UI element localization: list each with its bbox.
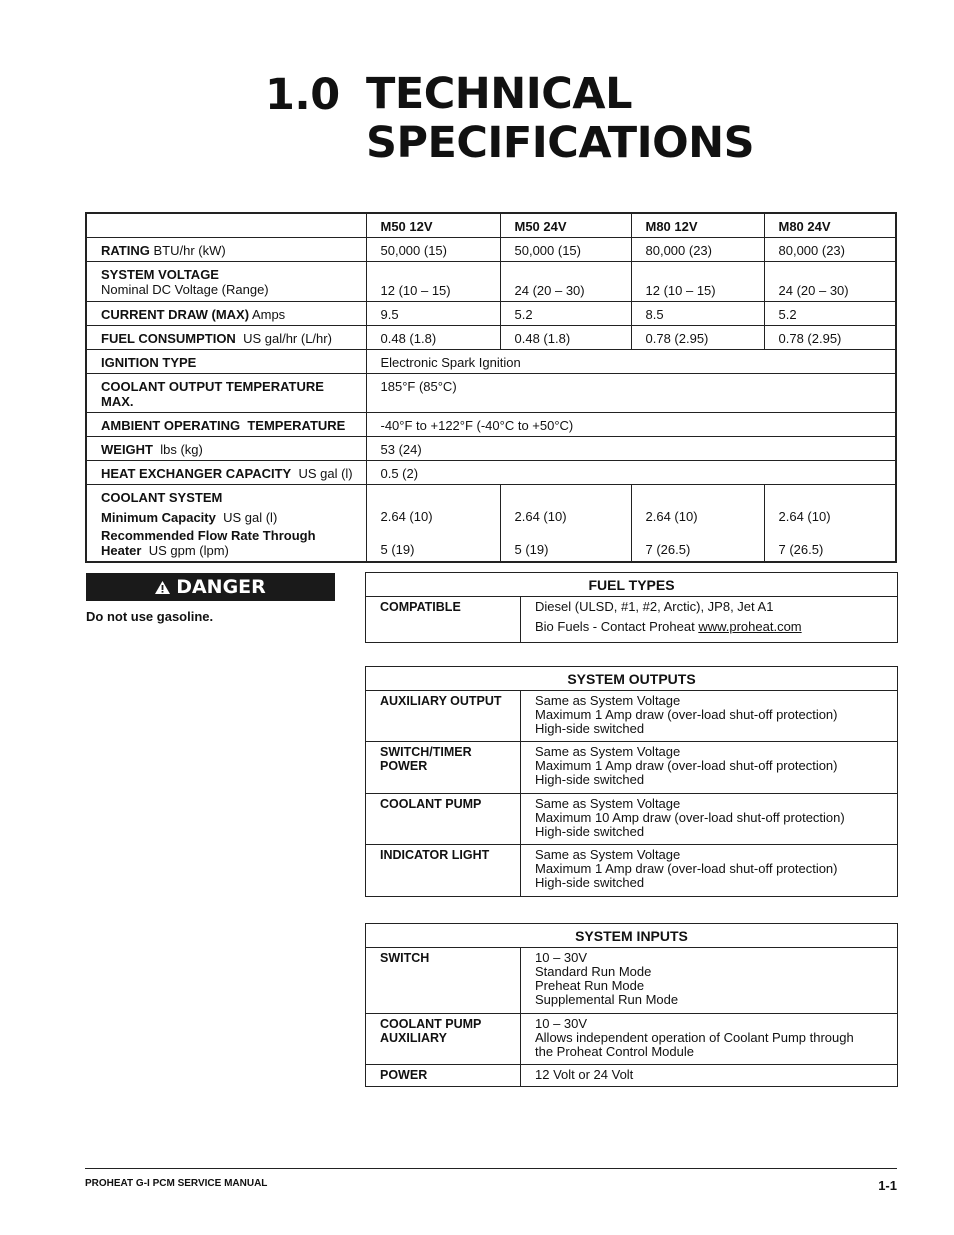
row-current-draw: CURRENT DRAW (MAX) Amps 9.5 5.2 8.5 5.2 xyxy=(86,302,896,326)
system-inputs-table xyxy=(365,923,898,1087)
row-fuel-consumption: FUEL CONSUMPTION US gal/hr (L/hr) 0.48 (1.8) 0.48 (1.8) 0.78 (2.95) 0.78 (2.95) xyxy=(86,326,896,350)
row-coolant-pump: COOLANT PUMP Same as System Voltage Maximum 10 Amp draw (over-load shut-off protection) High-side switched xyxy=(366,794,898,845)
voltage-unit: Nominal DC Voltage (Range) xyxy=(101,282,269,297)
row-compatible: COMPATIBLE Diesel (ULSD, #1, #2, Arctic), JP8, Jet A1 Bio Fuels - Contact Proheat www.proheat.com xyxy=(366,597,898,643)
danger-banner xyxy=(86,573,335,601)
title-line-1: TECHNICAL xyxy=(366,69,632,119)
row-rating: RATING BTU/hr (kW) 50,000 (15) 50,000 (15) 80,000 (23) 80,000 (23) xyxy=(86,238,896,262)
footer-manual-title: PROHEAT G-I PCM SERVICE MANUAL xyxy=(85,1178,268,1189)
fuel-types-title: FUEL TYPES xyxy=(366,573,898,597)
col-m50-24v: M50 24V xyxy=(500,213,631,238)
specifications-table xyxy=(85,212,897,563)
title-line-2: SPECIFICATIONS xyxy=(366,118,755,168)
warning-icon xyxy=(155,581,170,594)
col-m80-24v: M80 24V xyxy=(764,213,896,238)
row-coolant-system: COOLANT SYSTEM Minimum Capacity US gal (l) Recommended Flow Rate Through Heater US gpm (lpm) 2.64 (10) 5 (19) 2.64 (10) 5 (19) 2.64 (10) 7 (26.5) 2.64 (10) 7 (26.5) xyxy=(86,485,896,563)
rating-label: RATING xyxy=(101,243,150,258)
row-switch: SWITCH 10 – 30V Standard Run Mode Preheat Run Mode Supplemental Run Mode xyxy=(366,948,898,1014)
danger-message: Do not use gasoline. xyxy=(86,609,214,624)
row-coolant-temp: COOLANT OUTPUT TEMPERATURE MAX. 185°F (85°C) xyxy=(86,374,896,413)
rating-unit: BTU/hr (kW) xyxy=(153,243,226,258)
row-ignition-type: IGNITION TYPE Electronic Spark Ignition xyxy=(86,350,896,374)
row-power: POWER 12 Volt or 24 Volt xyxy=(366,1065,898,1087)
row-weight: WEIGHT lbs (kg) 53 (24) xyxy=(86,437,896,461)
col-m80-12v: M80 12V xyxy=(631,213,764,238)
fuel-types-table xyxy=(365,572,898,643)
row-heat-exchanger: HEAT EXCHANGER CAPACITY US gal (l) 0.5 (2) xyxy=(86,461,896,485)
page-number: 1-1 xyxy=(878,1178,897,1193)
page-title xyxy=(366,70,754,168)
row-indicator-light: INDICATOR LIGHT Same as System Voltage Maximum 1 Amp draw (over-load shut-off protection) High-side switched xyxy=(366,845,898,897)
row-ambient-temp: AMBIENT OPERATING TEMPERATURE -40°F to +122°F (-40°C to +50°C) xyxy=(86,413,896,437)
row-coolant-pump-auxiliary: COOLANT PUMP AUXILIARY 10 – 30V Allows independent operation of Coolant Pump through the Proheat Control Module xyxy=(366,1014,898,1065)
voltage-label: SYSTEM VOLTAGE xyxy=(101,267,219,282)
proheat-website-link[interactable]: www.proheat.com xyxy=(698,619,802,634)
danger-label: DANGER xyxy=(176,576,266,598)
system-inputs-title: SYSTEM INPUTS xyxy=(366,924,898,948)
system-outputs-title: SYSTEM OUTPUTS xyxy=(366,667,898,691)
row-switch-timer-power: SWITCH/TIMER POWER Same as System Voltage Maximum 1 Amp draw (over-load shut-off protection) High-side switched xyxy=(366,742,898,794)
row-auxiliary-output: AUXILIARY OUTPUT Same as System Voltage Maximum 1 Amp draw (over-load shut-off protection) High-side switched xyxy=(366,691,898,742)
system-outputs-table xyxy=(365,666,898,897)
spec-header-row xyxy=(86,213,896,238)
col-m50-12v: M50 12V xyxy=(366,213,500,238)
row-system-voltage: SYSTEM VOLTAGE Nominal DC Voltage (Range) 12 (10 – 15) 24 (20 – 30) 12 (10 – 15) 24 (20 – 30) xyxy=(86,262,896,302)
section-number: 1.0 xyxy=(265,70,340,120)
footer-divider xyxy=(85,1168,897,1169)
